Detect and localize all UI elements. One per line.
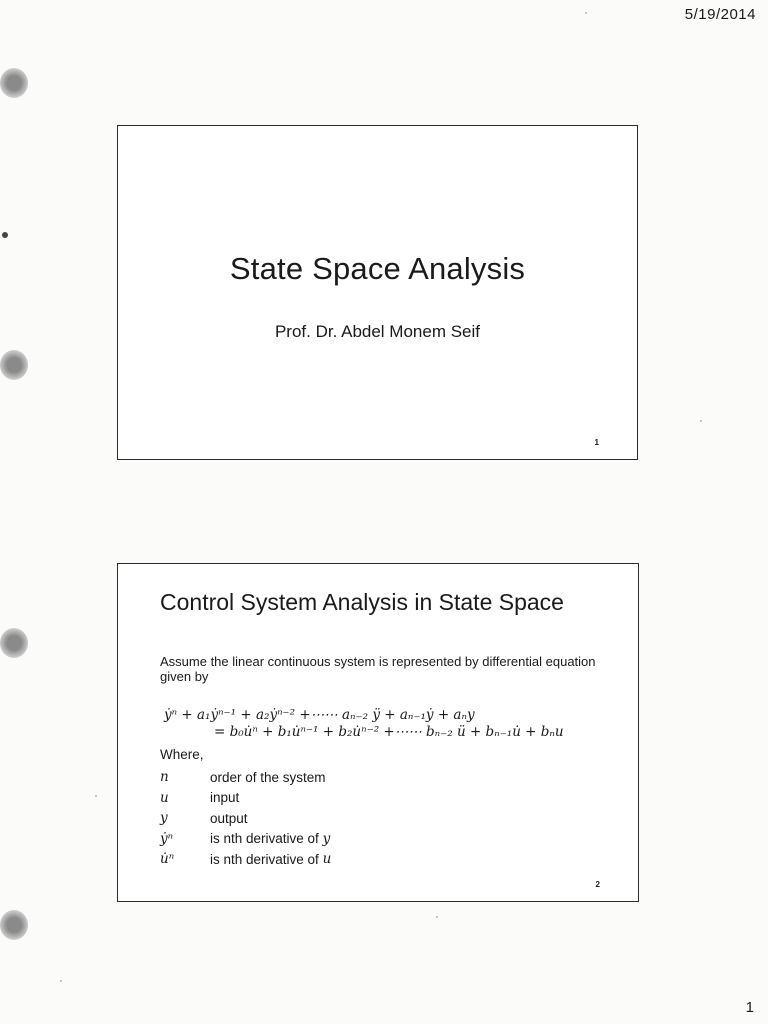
- slide-title: State Space Analysis: [229, 251, 526, 286]
- definition-meaning: output: [210, 810, 248, 826]
- slide-author: Prof. Dr. Abdel Monem Seif: [274, 322, 481, 341]
- slide-number: 1: [594, 438, 599, 447]
- scan-speck: [60, 980, 62, 982]
- definition-row: [160, 829, 331, 850]
- definition-meaning: is nth derivative of: [210, 831, 319, 847]
- definition-row: [160, 767, 331, 788]
- scan-speck: [585, 12, 587, 14]
- definition-row: [160, 788, 331, 809]
- definition-meaning: order of the system: [210, 769, 326, 785]
- scan-speck: [2, 232, 8, 238]
- definition-symbol: y: [160, 810, 168, 827]
- scan-speck: [700, 420, 702, 422]
- definition-meaning: input: [210, 790, 240, 806]
- punch-hole: [0, 68, 28, 98]
- definition-variable: y: [322, 830, 331, 847]
- punch-hole: [0, 350, 28, 380]
- definitions-list: [160, 767, 331, 870]
- punch-hole: [0, 628, 28, 658]
- definition-row: [160, 808, 331, 829]
- punch-hole: [0, 910, 28, 940]
- slide-title: Control System Analysis in State Space: [160, 589, 564, 615]
- slide-2: [117, 563, 639, 902]
- slide-1: [117, 125, 638, 460]
- equation-line-2: = b₀u̇ⁿ + b₁u̇ⁿ⁻¹ + b₂u̇ⁿ⁻² +⋯⋯ bₙ₋₂ ü + bₙ₋₁u̇ + bₙu: [214, 724, 564, 740]
- definition-symbol: u: [160, 789, 169, 806]
- definition-symbol: ẏⁿ: [160, 830, 174, 847]
- where-label: Where,: [160, 747, 204, 762]
- definition-symbol: u̇ⁿ: [160, 851, 175, 868]
- differential-equation: [164, 707, 624, 741]
- definition-symbol: n: [160, 769, 169, 786]
- slide-number: 2: [595, 880, 600, 889]
- equation-line-1: ẏⁿ + a₁ẏⁿ⁻¹ + a₂ẏⁿ⁻² +⋯⋯ aₙ₋₂ ÿ + aₙ₋₁ẏ + aₙy: [164, 707, 475, 723]
- page-number: 1: [745, 999, 754, 1016]
- scan-speck: [436, 916, 438, 918]
- definition-meaning: is nth derivative of: [210, 851, 319, 867]
- definition-row: [160, 849, 331, 870]
- slide-intro-text: Assume the linear continuous system is represented by differential equation given by: [160, 654, 596, 684]
- scan-speck: [95, 795, 97, 797]
- print-date: 5/19/2014: [684, 6, 756, 23]
- definition-variable: u: [322, 851, 332, 868]
